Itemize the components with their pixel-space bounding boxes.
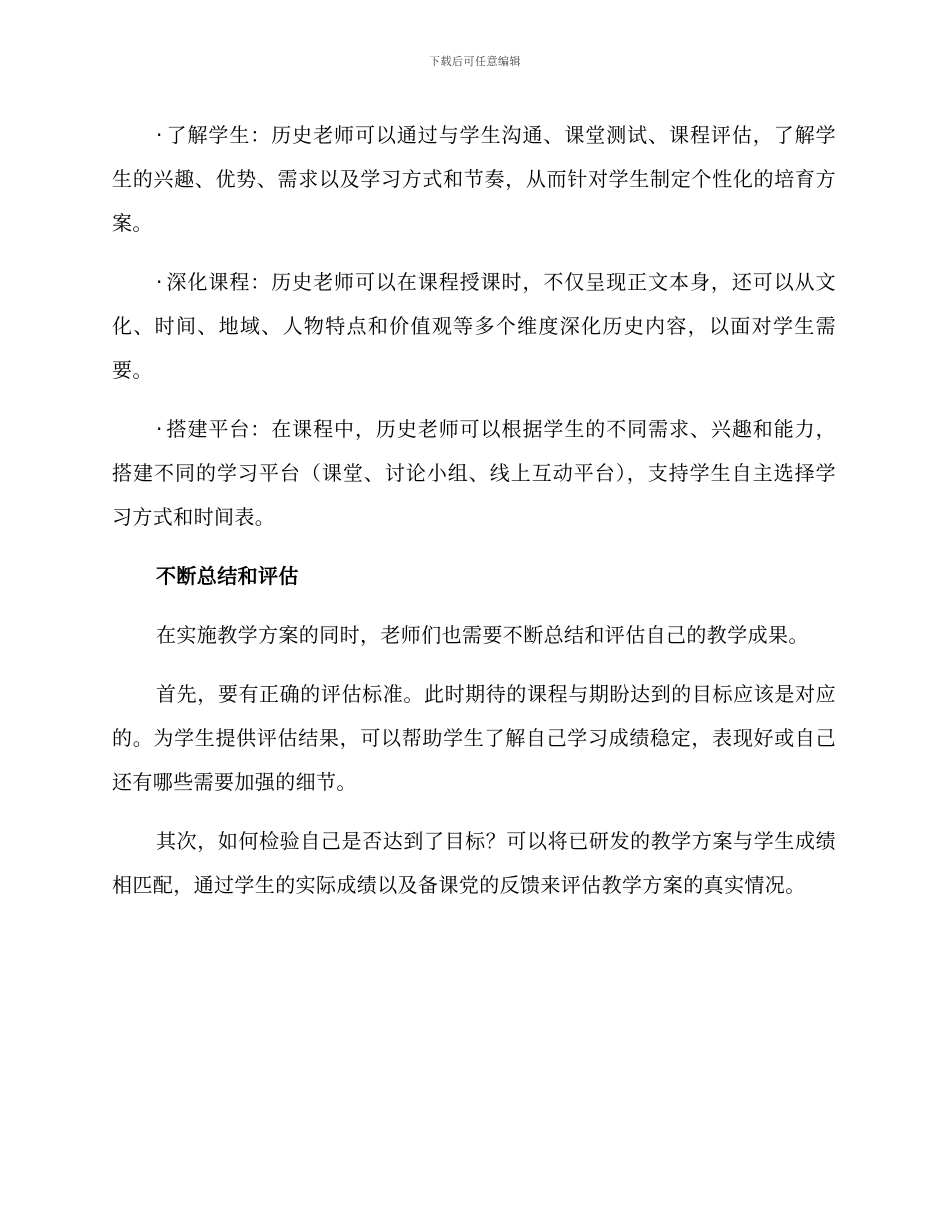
paragraph-intro: 在实施教学方案的同时，老师们也需要不断总结和评估自己的教学成果。	[156, 623, 809, 647]
bullet-marker: ·	[156, 417, 163, 441]
bullet-item-build-platform	[112, 407, 836, 539]
bullet-marker: ·	[156, 123, 163, 147]
bullet-text: 搭建平台：在课程中，历史老师可以根据学生的不同需求、兴趣和能力，搭建不同的学习平台（课堂、讨论小组、线上互动平台），支持学生自主选择学习方式和时间表。	[112, 417, 836, 529]
bullet-text: 深化课程：历史老师可以在课程授课时，不仅呈现正文本身，还可以从文化、时间、地域、人物特点和价值观等多个维度深化历史内容，以面对学生需要。	[112, 270, 836, 382]
paragraph-second: 其次，如何检验自己是否达到了目标？可以将已研发的教学方案与学生成绩相匹配，通过学生的实际成绩以及备课党的反馈来评估教学方案的真实情况。	[112, 829, 836, 897]
bullet-item-understand-students	[112, 113, 836, 245]
bullet-marker: ·	[156, 270, 163, 294]
document-body	[112, 113, 836, 922]
bullet-item-deepen-course	[112, 260, 836, 392]
paragraph-first: 首先，要有正确的评估标准。此时期待的课程与期盼达到的目标应该是对应的。为学生提供评估结果，可以帮助学生了解自己学习成绩稳定，表现好或自己还有哪些需要加强的细节。	[112, 682, 836, 794]
page-header-note: 下载后可任意编辑	[429, 55, 521, 68]
bullet-text: 了解学生：历史老师可以通过与学生沟通、课堂测试、课程评估，了解学生的兴趣、优势、需求以及学习方式和节奏，从而针对学生制定个性化的培育方案。	[112, 123, 836, 235]
section-heading: 不断总结和评估	[156, 564, 299, 588]
